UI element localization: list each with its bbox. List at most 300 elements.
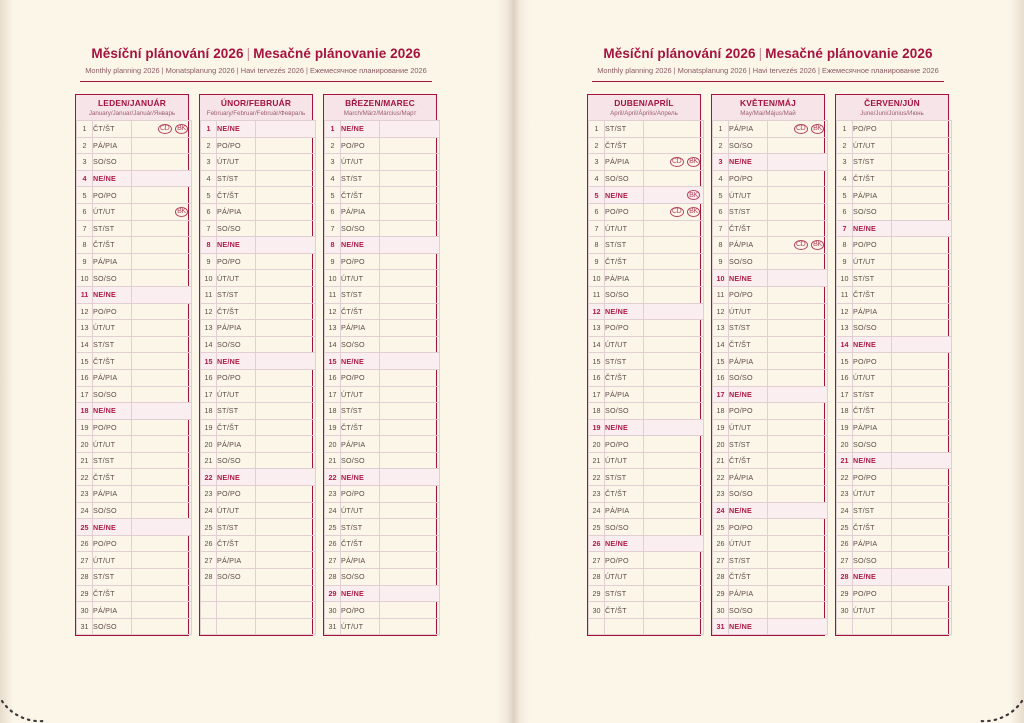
day-row <box>713 320 828 337</box>
day-row <box>589 486 704 503</box>
day-row <box>325 403 440 420</box>
day-row <box>325 519 440 536</box>
day-note-field[interactable] <box>256 519 316 536</box>
month-grid <box>587 120 701 636</box>
day-note-field[interactable] <box>892 469 952 486</box>
day-number: 3 <box>325 154 341 171</box>
day-note-field[interactable] <box>892 436 952 453</box>
day-note-field[interactable] <box>256 436 316 453</box>
day-row <box>713 403 828 420</box>
day-name: NE/NE <box>729 618 768 635</box>
day-row <box>77 253 192 270</box>
day-note-field[interactable] <box>256 237 316 254</box>
day-row <box>589 519 704 536</box>
day-name: ST/ST <box>853 270 892 287</box>
day-note-field[interactable] <box>892 187 952 204</box>
day-note-field[interactable] <box>768 237 828 254</box>
day-note-field[interactable] <box>256 253 316 270</box>
day-name: ÚT/UT <box>605 220 644 237</box>
day-note-field[interactable] <box>768 336 828 353</box>
day-name: ST/ST <box>341 403 380 420</box>
day-name: ÚT/UT <box>341 270 380 287</box>
day-name: PÁ/PIA <box>217 320 256 337</box>
day-note-field[interactable] <box>256 618 316 635</box>
day-note-field[interactable] <box>644 187 704 204</box>
day-note-field[interactable] <box>380 602 440 619</box>
day-note-field[interactable] <box>768 618 828 635</box>
day-note-field[interactable] <box>892 253 952 270</box>
day-row <box>589 170 704 187</box>
day-note-field[interactable] <box>892 303 952 320</box>
day-note-field[interactable] <box>132 286 192 303</box>
day-row <box>837 452 952 469</box>
day-note-field[interactable] <box>892 121 952 138</box>
day-row <box>325 436 440 453</box>
day-note-field[interactable] <box>892 353 952 370</box>
day-note-field[interactable] <box>768 486 828 503</box>
day-note-field[interactable] <box>644 618 704 635</box>
day-note-field[interactable] <box>768 502 828 519</box>
day-note-field[interactable] <box>132 552 192 569</box>
day-note-field[interactable] <box>132 220 192 237</box>
day-note-field[interactable] <box>380 187 440 204</box>
day-note-field[interactable] <box>256 452 316 469</box>
day-row <box>325 386 440 403</box>
day-note-field[interactable] <box>132 320 192 337</box>
day-note-field[interactable] <box>256 270 316 287</box>
day-note-field[interactable] <box>380 519 440 536</box>
day-note-field[interactable] <box>132 403 192 420</box>
day-row <box>77 137 192 154</box>
day-name: NE/NE <box>341 353 380 370</box>
day-note-field[interactable] <box>768 203 828 220</box>
day-note-field[interactable] <box>644 353 704 370</box>
day-note-field[interactable] <box>132 436 192 453</box>
day-note-field[interactable] <box>644 436 704 453</box>
day-note-field[interactable] <box>768 436 828 453</box>
day-row <box>589 187 704 204</box>
day-note-field[interactable] <box>380 220 440 237</box>
day-name: ČT/ŠT <box>853 170 892 187</box>
day-row <box>325 336 440 353</box>
day-note-field[interactable] <box>256 286 316 303</box>
day-note-field[interactable] <box>132 419 192 436</box>
day-note-field[interactable] <box>644 519 704 536</box>
day-note-field[interactable] <box>132 303 192 320</box>
day-note-field[interactable] <box>892 486 952 503</box>
day-row <box>325 353 440 370</box>
day-note-field[interactable] <box>892 535 952 552</box>
day-note-field[interactable] <box>380 452 440 469</box>
day-note-field[interactable] <box>892 618 952 635</box>
day-note-field[interactable] <box>768 569 828 586</box>
day-note-field[interactable] <box>132 154 192 171</box>
day-number: 25 <box>589 519 605 536</box>
day-note-field[interactable] <box>644 386 704 403</box>
day-note-field[interactable] <box>644 170 704 187</box>
day-note-field[interactable] <box>380 203 440 220</box>
day-note-field[interactable] <box>892 602 952 619</box>
day-note-field[interactable] <box>892 203 952 220</box>
day-name <box>217 602 256 619</box>
day-row <box>589 419 704 436</box>
day-note-field[interactable] <box>892 220 952 237</box>
day-note-field[interactable] <box>644 303 704 320</box>
day-number: 21 <box>201 452 217 469</box>
month-columns-left <box>0 94 512 636</box>
day-note-field[interactable] <box>768 320 828 337</box>
day-icons <box>670 207 700 217</box>
day-note-field[interactable] <box>132 336 192 353</box>
day-note-field[interactable] <box>892 386 952 403</box>
day-note-field[interactable] <box>768 253 828 270</box>
day-number: 29 <box>325 585 341 602</box>
day-note-field[interactable] <box>256 154 316 171</box>
day-note-field[interactable] <box>644 403 704 420</box>
day-name: ST/ST <box>605 353 644 370</box>
day-note-field[interactable] <box>380 386 440 403</box>
day-row <box>589 270 704 287</box>
day-number: 11 <box>837 286 853 303</box>
day-note-field[interactable] <box>644 253 704 270</box>
day-note-field[interactable] <box>380 320 440 337</box>
day-note-field[interactable] <box>132 569 192 586</box>
day-number: 28 <box>713 569 729 586</box>
day-note-field[interactable] <box>132 253 192 270</box>
day-note-field[interactable] <box>644 220 704 237</box>
day-name: ST/ST <box>341 170 380 187</box>
day-note-field[interactable] <box>892 419 952 436</box>
page-title <box>0 46 512 61</box>
day-number: 19 <box>837 419 853 436</box>
day-note-field[interactable] <box>256 320 316 337</box>
day-number: 8 <box>325 237 341 254</box>
day-name: PO/PO <box>217 253 256 270</box>
day-note-field[interactable] <box>644 602 704 619</box>
day-note-field[interactable] <box>256 187 316 204</box>
day-row <box>837 203 952 220</box>
day-number: 30 <box>713 602 729 619</box>
day-note-field[interactable] <box>644 535 704 552</box>
day-note-field[interactable] <box>892 270 952 287</box>
day-note-field[interactable] <box>132 502 192 519</box>
day-note-field[interactable] <box>380 121 440 138</box>
day-name: ST/ST <box>217 286 256 303</box>
day-note-field[interactable] <box>380 403 440 420</box>
day-note-field[interactable] <box>768 369 828 386</box>
day-number: 24 <box>589 502 605 519</box>
day-row <box>77 469 192 486</box>
day-note-field[interactable] <box>256 403 316 420</box>
day-name: PÁ/PIA <box>93 486 132 503</box>
day-note-field[interactable] <box>892 154 952 171</box>
day-note-field[interactable] <box>644 286 704 303</box>
day-note-field[interactable] <box>644 154 704 171</box>
day-note-field[interactable] <box>132 585 192 602</box>
day-note-field[interactable] <box>768 386 828 403</box>
day-name: SO/SO <box>217 336 256 353</box>
day-row <box>713 602 828 619</box>
day-note-field[interactable] <box>768 602 828 619</box>
day-note-field[interactable] <box>892 336 952 353</box>
day-name: ST/ST <box>605 237 644 254</box>
day-note-field[interactable] <box>768 419 828 436</box>
day-name: SO/SO <box>217 452 256 469</box>
day-note-field[interactable] <box>380 618 440 635</box>
day-number: 19 <box>77 419 93 436</box>
day-note-field[interactable] <box>644 137 704 154</box>
day-note-field[interactable] <box>644 121 704 138</box>
day-note-field[interactable] <box>256 303 316 320</box>
day-note-field[interactable] <box>132 602 192 619</box>
day-note-field[interactable] <box>380 486 440 503</box>
day-note-field[interactable] <box>256 336 316 353</box>
day-note-field[interactable] <box>768 220 828 237</box>
day-note-field[interactable] <box>768 137 828 154</box>
day-note-field[interactable] <box>380 585 440 602</box>
day-note-field[interactable] <box>644 502 704 519</box>
day-note-field[interactable] <box>132 187 192 204</box>
day-note-field[interactable] <box>768 519 828 536</box>
page-title-cs: Měsíční plánování 2026 <box>91 46 244 61</box>
day-note-field[interactable] <box>644 336 704 353</box>
day-row <box>201 187 316 204</box>
day-note-field[interactable] <box>892 369 952 386</box>
day-note-field[interactable] <box>892 502 952 519</box>
day-note-field[interactable] <box>132 469 192 486</box>
day-note-field[interactable] <box>892 170 952 187</box>
day-note-field[interactable] <box>380 469 440 486</box>
day-note-field[interactable] <box>380 353 440 370</box>
day-note-field[interactable] <box>132 353 192 370</box>
day-note-field[interactable] <box>132 535 192 552</box>
day-note-field[interactable] <box>644 419 704 436</box>
day-name: PÁ/PIA <box>93 369 132 386</box>
day-number: 14 <box>201 336 217 353</box>
day-note-field[interactable] <box>380 369 440 386</box>
day-note-field[interactable] <box>132 121 192 138</box>
day-name: PO/PO <box>853 585 892 602</box>
day-note-field[interactable] <box>380 569 440 586</box>
day-note-field[interactable] <box>644 320 704 337</box>
day-note-field[interactable] <box>380 270 440 287</box>
day-note-field[interactable] <box>768 585 828 602</box>
day-row <box>713 419 828 436</box>
day-note-field[interactable] <box>892 552 952 569</box>
day-number: 9 <box>325 253 341 270</box>
day-note-field[interactable] <box>256 502 316 519</box>
day-row <box>325 469 440 486</box>
day-name: ST/ST <box>853 502 892 519</box>
day-note-field[interactable] <box>256 369 316 386</box>
day-note-field[interactable] <box>380 237 440 254</box>
day-note-field[interactable] <box>132 237 192 254</box>
day-note-field[interactable] <box>768 469 828 486</box>
day-number: 1 <box>201 121 217 138</box>
day-note-field[interactable] <box>644 369 704 386</box>
day-note-field[interactable] <box>132 486 192 503</box>
day-row <box>837 220 952 237</box>
day-note-field[interactable] <box>892 286 952 303</box>
day-name: PO/PO <box>93 419 132 436</box>
day-note-field[interactable] <box>768 286 828 303</box>
day-note-field[interactable] <box>892 452 952 469</box>
day-note-field[interactable] <box>256 121 316 138</box>
day-number: 16 <box>325 369 341 386</box>
day-name: PO/PO <box>341 253 380 270</box>
month-grid <box>75 120 189 636</box>
day-name: PÁ/PIA <box>341 203 380 220</box>
day-note-field[interactable] <box>644 585 704 602</box>
day-row <box>77 121 192 138</box>
day-note-field[interactable] <box>256 170 316 187</box>
day-name: ÚT/UT <box>217 270 256 287</box>
day-note-field[interactable] <box>380 253 440 270</box>
day-number: 5 <box>589 187 605 204</box>
day-name: PO/PO <box>217 486 256 503</box>
day-name: SO/SO <box>853 203 892 220</box>
day-name: PÁ/PIA <box>853 303 892 320</box>
day-name: ST/ST <box>729 552 768 569</box>
day-note-field[interactable] <box>644 452 704 469</box>
day-note-field[interactable] <box>380 154 440 171</box>
day-number <box>201 585 217 602</box>
day-note-field[interactable] <box>768 303 828 320</box>
day-note-field[interactable] <box>256 419 316 436</box>
month-grid <box>711 120 825 636</box>
day-note-field[interactable] <box>132 452 192 469</box>
day-note-field[interactable] <box>768 452 828 469</box>
day-note-field[interactable] <box>380 436 440 453</box>
day-note-field[interactable] <box>892 585 952 602</box>
day-note-field[interactable] <box>132 137 192 154</box>
day-name: SO/SO <box>853 320 892 337</box>
day-note-field[interactable] <box>256 486 316 503</box>
day-note-field[interactable] <box>256 602 316 619</box>
day-row <box>589 353 704 370</box>
day-note-field[interactable] <box>768 270 828 287</box>
day-row <box>77 519 192 536</box>
day-number: 16 <box>837 369 853 386</box>
day-note-field[interactable] <box>892 519 952 536</box>
day-name: PÁ/PIA <box>605 270 644 287</box>
day-row <box>201 618 316 635</box>
day-note-field[interactable] <box>644 203 704 220</box>
day-name: PO/PO <box>853 353 892 370</box>
day-note-field[interactable] <box>132 386 192 403</box>
day-note-field[interactable] <box>892 403 952 420</box>
day-note-field[interactable] <box>380 419 440 436</box>
day-note-field[interactable] <box>132 618 192 635</box>
day-name: PÁ/PIA <box>853 419 892 436</box>
day-row <box>837 170 952 187</box>
day-note-field[interactable] <box>380 286 440 303</box>
day-number: 27 <box>837 552 853 569</box>
day-note-field[interactable] <box>256 220 316 237</box>
day-row <box>77 353 192 370</box>
day-note-field[interactable] <box>768 535 828 552</box>
day-note-field[interactable] <box>892 569 952 586</box>
day-note-field[interactable] <box>768 121 828 138</box>
day-row <box>201 535 316 552</box>
day-note-field[interactable] <box>132 270 192 287</box>
day-note-field[interactable] <box>132 519 192 536</box>
day-note-field[interactable] <box>132 369 192 386</box>
day-note-field[interactable] <box>256 535 316 552</box>
day-row <box>201 137 316 154</box>
cd-icon: CD <box>670 157 684 167</box>
day-row <box>713 386 828 403</box>
day-note-field[interactable] <box>380 137 440 154</box>
day-row <box>837 585 952 602</box>
day-number: 14 <box>325 336 341 353</box>
day-note-field[interactable] <box>644 469 704 486</box>
day-note-field[interactable] <box>380 502 440 519</box>
day-row <box>589 137 704 154</box>
day-note-field[interactable] <box>256 137 316 154</box>
day-number: 9 <box>77 253 93 270</box>
day-number: 22 <box>325 469 341 486</box>
day-note-field[interactable] <box>768 187 828 204</box>
day-row <box>201 436 316 453</box>
day-row <box>713 519 828 536</box>
day-note-field[interactable] <box>768 552 828 569</box>
day-number: 19 <box>201 419 217 436</box>
day-number: 18 <box>837 403 853 420</box>
day-number: 11 <box>713 286 729 303</box>
day-note-field[interactable] <box>768 170 828 187</box>
day-note-field[interactable] <box>768 403 828 420</box>
day-row <box>837 353 952 370</box>
day-note-field[interactable] <box>644 270 704 287</box>
day-note-field[interactable] <box>256 552 316 569</box>
day-note-field[interactable] <box>380 535 440 552</box>
day-row <box>837 502 952 519</box>
day-note-field[interactable] <box>256 469 316 486</box>
day-note-field[interactable] <box>892 137 952 154</box>
cd-icon: CD <box>794 240 808 250</box>
day-note-field[interactable] <box>892 237 952 254</box>
day-number: 5 <box>713 187 729 204</box>
day-number: 3 <box>589 154 605 171</box>
day-note-field[interactable] <box>132 203 192 220</box>
day-note-field[interactable] <box>256 353 316 370</box>
day-row <box>589 436 704 453</box>
day-number: 3 <box>77 154 93 171</box>
day-note-field[interactable] <box>644 237 704 254</box>
day-note-field[interactable] <box>892 320 952 337</box>
day-note-field[interactable] <box>256 203 316 220</box>
day-note-field[interactable] <box>768 154 828 171</box>
day-note-field[interactable] <box>644 552 704 569</box>
day-note-field[interactable] <box>256 585 316 602</box>
day-note-field[interactable] <box>644 486 704 503</box>
day-note-field[interactable] <box>380 170 440 187</box>
day-name: ST/ST <box>217 170 256 187</box>
day-note-field[interactable] <box>256 386 316 403</box>
day-note-field[interactable] <box>132 170 192 187</box>
day-name: PO/PO <box>93 187 132 204</box>
day-note-field[interactable] <box>380 336 440 353</box>
day-note-field[interactable] <box>380 552 440 569</box>
day-number: 27 <box>77 552 93 569</box>
day-note-field[interactable] <box>644 569 704 586</box>
day-row <box>77 237 192 254</box>
day-note-field[interactable] <box>768 353 828 370</box>
day-note-field[interactable] <box>256 569 316 586</box>
title-separator: | <box>246 46 251 61</box>
day-note-field[interactable] <box>380 303 440 320</box>
